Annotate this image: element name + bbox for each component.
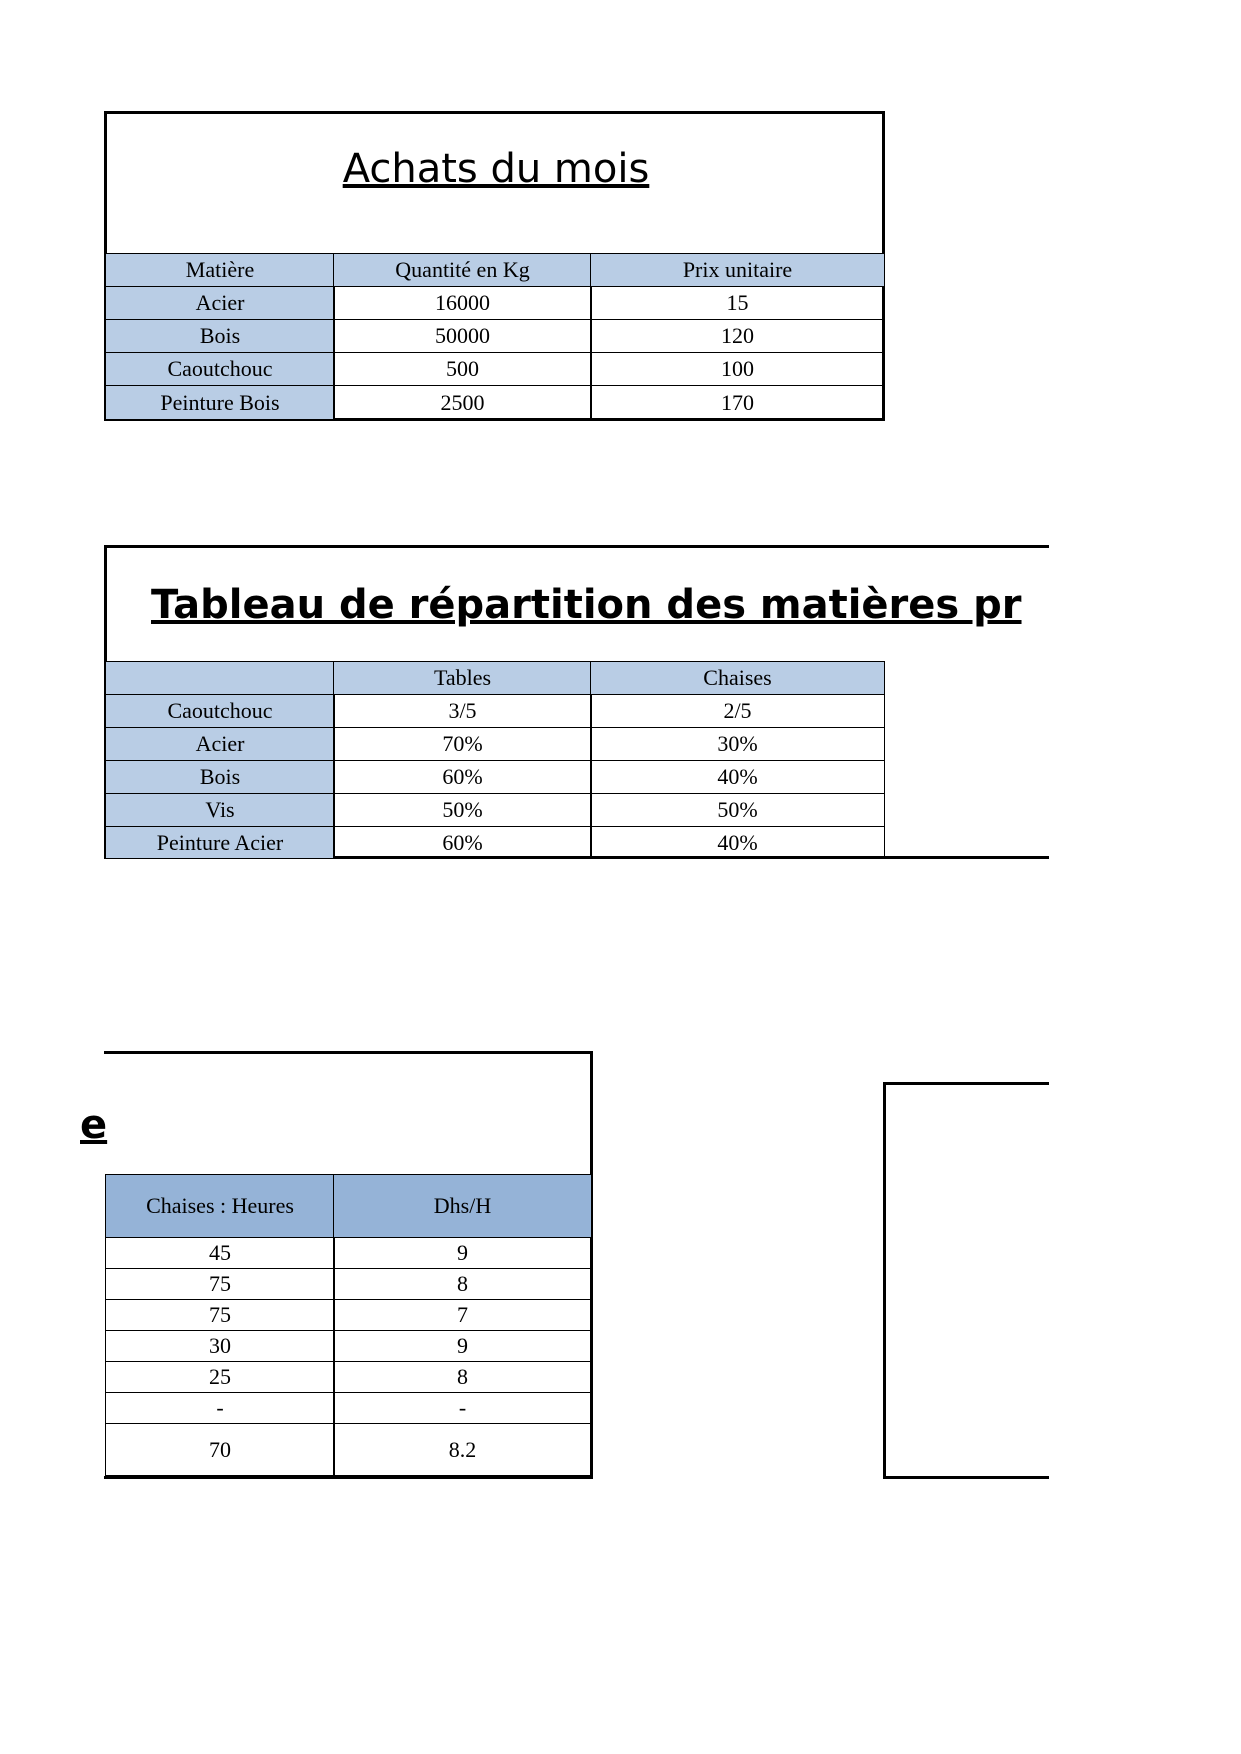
table2-cell: 40% <box>590 826 885 859</box>
table3-cell: - <box>333 1392 592 1424</box>
table3-title-fragment: e <box>80 1102 108 1148</box>
table2-cell: Vis <box>105 793 335 827</box>
table2-header-0 <box>105 661 335 695</box>
table3-cell: 75 <box>105 1299 335 1331</box>
table1-cell: 15 <box>590 286 885 320</box>
table3-cell: 9 <box>333 1330 592 1362</box>
table2-cell: 60% <box>333 760 592 794</box>
table2-cell: 50% <box>333 793 592 827</box>
table1-cell: Caoutchouc <box>105 352 335 386</box>
table2-cell: Caoutchouc <box>105 694 335 728</box>
table1-cell: 50000 <box>333 319 592 353</box>
table2-header-2: Chaises <box>590 661 885 695</box>
table2-title: Tableau de répartition des matières pr <box>151 582 1022 628</box>
table3-cell: 8.2 <box>333 1423 592 1476</box>
table1-title: Achats du mois <box>342 146 650 192</box>
table3-cell: 45 <box>105 1237 335 1269</box>
table2-cell: 3/5 <box>333 694 592 728</box>
table3-cell: 30 <box>105 1330 335 1362</box>
table1-header-0: Matière <box>105 253 335 287</box>
table2-cell: Acier <box>105 727 335 761</box>
table2-header-1: Tables <box>333 661 592 695</box>
table2-cell: 40% <box>590 760 885 794</box>
table1-cell: Bois <box>105 319 335 353</box>
right-empty-frame <box>883 1082 1049 1479</box>
table2-cell: Bois <box>105 760 335 794</box>
table3-cell: 7 <box>333 1299 592 1331</box>
table2-cell: 50% <box>590 793 885 827</box>
table1-header-2: Prix unitaire <box>590 253 885 287</box>
table1-cell: 2500 <box>333 385 592 420</box>
table1-header-1: Quantité en Kg <box>333 253 592 287</box>
table2-cell: 70% <box>333 727 592 761</box>
table1-cell: 120 <box>590 319 885 353</box>
table3-cell: 75 <box>105 1268 335 1300</box>
table1-cell: Peinture Bois <box>105 385 335 420</box>
table3-cell: - <box>105 1392 335 1424</box>
table3-cell: 9 <box>333 1237 592 1269</box>
table3-cell: 70 <box>105 1423 335 1476</box>
table2-cell: 60% <box>333 826 592 859</box>
table1-cell: 170 <box>590 385 885 420</box>
table1-cell: 500 <box>333 352 592 386</box>
table1-cell: 100 <box>590 352 885 386</box>
table3-header-1: Dhs/H <box>333 1174 592 1238</box>
table3-cell: 25 <box>105 1361 335 1393</box>
table3-cell: 8 <box>333 1361 592 1393</box>
table3-header-0: Chaises : Heures <box>105 1174 335 1238</box>
table2-cell: 30% <box>590 727 885 761</box>
table2-cell: 2/5 <box>590 694 885 728</box>
table1-cell: 16000 <box>333 286 592 320</box>
table1-cell: Acier <box>105 286 335 320</box>
table3-cell: 8 <box>333 1268 592 1300</box>
table2-cell: Peinture Acier <box>105 826 335 859</box>
